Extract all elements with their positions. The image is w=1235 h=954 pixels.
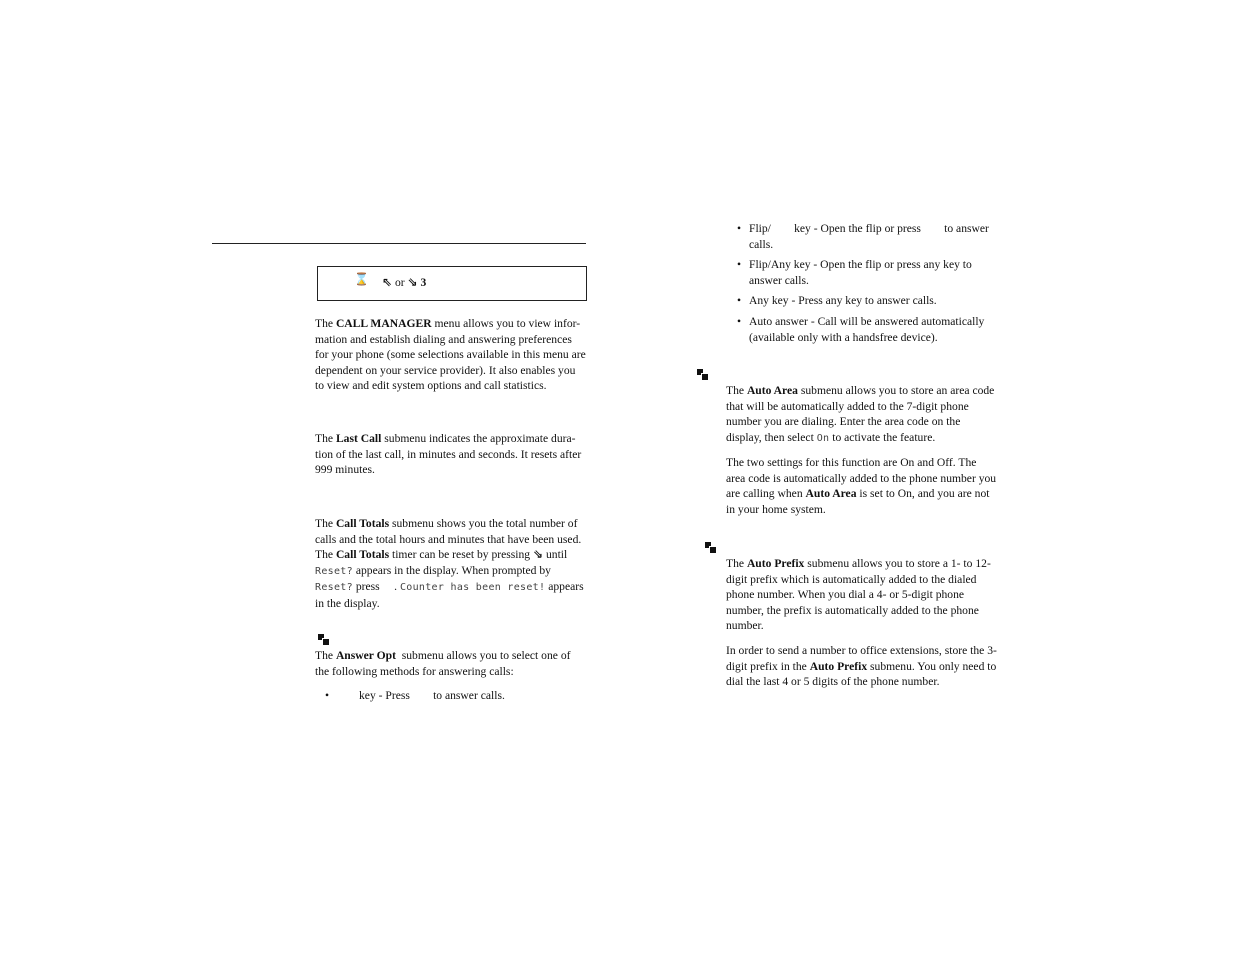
display-counter-reset: Counter has been reset!	[399, 582, 546, 594]
shortcut-sequence	[382, 275, 426, 291]
auto-prefix-term: Auto Prefix	[809, 659, 868, 673]
call-manager-term: CALL MANAGER	[335, 317, 432, 330]
text: submenu. You only need to dial the last 4 or 5 digits of the phone number.	[726, 659, 997, 689]
text: The	[315, 317, 336, 330]
auto-area-settings-paragraph	[726, 455, 997, 517]
display-reset-prompt: Reset?	[315, 565, 353, 577]
arrow-down-right-icon: ⇘	[533, 547, 544, 562]
text: submenu shows you the total number of calls and the total hours and minutes that have been used. The	[315, 517, 582, 562]
list-item-text: key - Press to answer calls.	[359, 689, 505, 702]
bullet: •	[737, 294, 742, 308]
text: submenu indicates the approximate dura-tion of the last call, in minutes and seconds. It resets after 999 minutes.	[315, 432, 582, 477]
arrow-up-left-icon: ⇖	[382, 275, 393, 289]
list-item-text: Auto answer - Call will be answered automatically (available only with a handsfree device).	[749, 314, 985, 344]
text: In order to send a number to office extensions, store the 3-digit prefix in the	[726, 644, 997, 673]
call-totals-term: Call Totals	[335, 548, 390, 562]
answer-opt-term: Answer Opt	[335, 649, 396, 662]
submenu-icon	[318, 634, 329, 645]
auto-prefix-paragraph	[726, 556, 997, 634]
auto-prefix-term: Auto Prefix	[746, 557, 805, 570]
list-item	[737, 257, 997, 288]
section-rule	[212, 243, 586, 244]
text: The	[315, 649, 336, 662]
auto-area-term: Auto Area	[746, 384, 798, 397]
auto-prefix-extensions-paragraph	[726, 643, 997, 690]
auto-area-paragraph	[726, 383, 997, 446]
list-item	[737, 314, 997, 345]
hourglass-icon: ⌛	[354, 272, 369, 286]
text: The two settings for this function are On and Off. The area code is automatically added to the phone number you are calling when	[726, 456, 997, 501]
text: until	[543, 548, 568, 562]
arrow-down-right-icon: ⇘	[407, 275, 418, 289]
list-item	[737, 293, 997, 309]
text: timer can be reset by pressing	[389, 548, 534, 562]
call-totals-paragraph	[315, 516, 587, 612]
auto-area-term: Auto Area	[805, 487, 857, 501]
shortcut-or: or	[394, 276, 405, 289]
call-manager-paragraph	[315, 316, 587, 394]
list-item-text: Flip/ key - Open the flip or press to answer calls.	[749, 222, 992, 251]
text: submenu allows you to store an area code that will be automatically added to the 7-digit phone number you are dialing. Enter the area code on the display, then select	[726, 384, 995, 444]
text: submenu allows you to select one of the following methods for answering calls:	[315, 649, 574, 678]
text: appears in the display.	[315, 580, 584, 610]
submenu-icon	[697, 369, 708, 380]
text: The	[315, 517, 336, 530]
text: submenu allows you to store a 1- to 12-digit prefix which is automatically added to the dialed phone number. When you dial a 4- or 5-digit phone number, the prefix is automatically added to the phone number.	[726, 557, 991, 633]
list-item-text: Flip/Any key - Open the flip or press any key to answer calls.	[749, 258, 972, 287]
last-call-paragraph	[315, 431, 587, 478]
last-call-term: Last Call	[335, 432, 382, 445]
text: is set to On, and you are not in your home system.	[726, 487, 990, 516]
submenu-icon	[705, 542, 716, 553]
shortcut-number: 3	[420, 276, 427, 289]
bullet: •	[737, 222, 742, 235]
menu-shortcut-box	[317, 266, 587, 301]
display-reset-prompt: Reset?	[315, 582, 353, 594]
text: press .	[352, 580, 400, 594]
bullet: •	[737, 258, 742, 272]
answer-options-list	[737, 221, 997, 345]
list-item-text: Any key - Press any key to answer calls.	[749, 294, 937, 308]
list-item	[737, 221, 997, 252]
bullet: •	[325, 689, 330, 702]
text: appears in the display. When prompted by	[352, 563, 551, 577]
text: menu allows you to view infor-mation and establish dialing and answering preferences for your phone (some selections available in this menu are dependent on your service provider). It also enables you to view and edit system options and call statistics.	[315, 317, 586, 393]
call-totals-term: Call Totals	[335, 517, 390, 530]
text: to activate the feature.	[829, 430, 936, 444]
text: The	[726, 557, 747, 570]
answer-opt-paragraph	[315, 648, 587, 679]
text: The	[726, 384, 747, 397]
bullet: •	[737, 314, 742, 328]
text: The	[315, 432, 336, 445]
display-on-option: On	[816, 432, 830, 444]
